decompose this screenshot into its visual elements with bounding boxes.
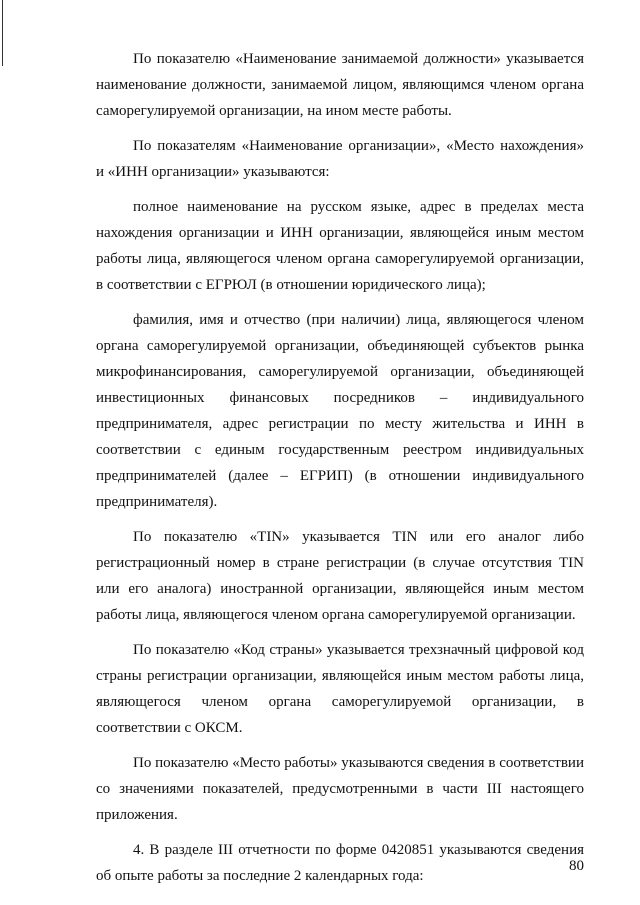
page-number: 80	[569, 858, 584, 874]
paragraph-tin: По показателю «TIN» указывается TIN или его аналог либо регистрационный номер в стране регистрации (в случае отсутствия TIN или его аналога) иностранной организации, являющейся иным местом работы лица, являющегося членом органа саморегулируемой организации.	[96, 528, 584, 624]
paragraph-organization-indicators: По показателям «Наименование организации», «Место нахождения» и «ИНН организации» указываются:	[96, 137, 584, 180]
paragraph-individual-entrepreneur: фамилия, имя и отчество (при наличии) лица, являющегося членом органа саморегулируемой организации, объединяющей субъектов рынка микрофинансирования, саморегулируемой организации, объединяющей инвестиционных финансовых посредников – индивидуального предпринимателя, адрес регистрации по месту жительства и ИНН в соответствии с единым государственным реестром индивидуальных предпринимателей (далее – ЕГРИП) (в отношении индивидуального предпринимателя).	[96, 311, 584, 511]
paragraph-legal-entity: полное наименование на русском языке, адрес в пределах места нахождения организации и ИНН организации, являющейся иным местом работы лица, являющегося членом органа саморегулируемой организации, в соответствии с ЕГРЮЛ (в отношении юридического лица);	[96, 198, 584, 293]
paragraph-country-code: По показателю «Код страны» указывается трехзначный цифровой код страны регистрации организации, являющейся иным местом работы лица, являющегося членом органа саморегулируемой организации, в соответствии с ОКСМ.	[96, 641, 584, 737]
document-body	[96, 46, 584, 898]
paragraph-section-three: 4. В разделе III отчетности по форме 0420851 указываются сведения об опыте работы за последние 2 календарных года:	[96, 841, 584, 884]
left-edge-mark	[2, 0, 3, 66]
paragraph-workplace: По показателю «Место работы» указываются сведения в соответствии со значениями показателей, предусмотренными в части III настоящего приложения.	[96, 754, 584, 824]
paragraph-position-name: По показателю «Наименование занимаемой должности» указывается наименование должности, занимаемой лицом, являющимся членом органа саморегулируемой организации, на ином месте работы.	[96, 51, 584, 120]
